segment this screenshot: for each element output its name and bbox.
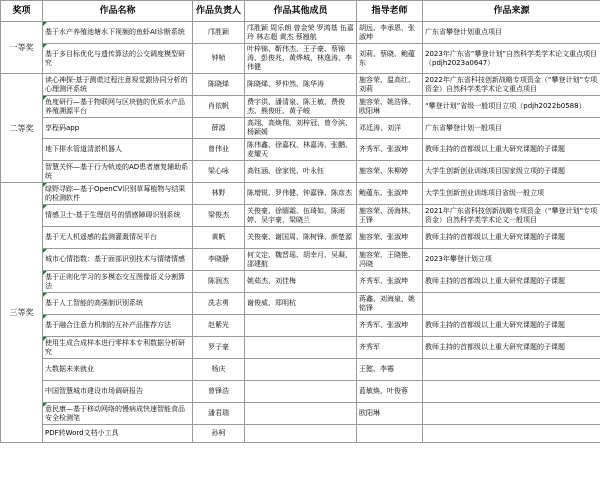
project-name-cell[interactable]: 意民康—基于移动网络的慢病成快速智能食品安全检测笔 xyxy=(43,403,193,425)
project-name-cell[interactable]: 基于人工智能的高强制识别系统 xyxy=(43,293,193,315)
table-row xyxy=(1,381,600,403)
members-cell[interactable]: 叶梓锦、靳伟杰、王子豪、蔡锦涛、彭俊兆、黄烨城、林逸涛、李伟健 xyxy=(245,44,357,74)
project-name-cell[interactable]: 基于无人机遥感的监测灌溉情况平台 xyxy=(43,227,193,249)
advisors-cell[interactable]: 刘莉、蔡晓、鲍蕴东 xyxy=(357,44,423,74)
source-cell[interactable]: 2022年广东省科技创新战略专项资金（“攀登计划”专项资金）自然科学类学术论文重点项目 xyxy=(423,74,600,96)
advisors-cell[interactable]: 齐秀军、张淑坤 xyxy=(357,139,423,161)
advisors-cell[interactable]: 施容荣、汤海林、王锋 xyxy=(357,205,423,227)
source-cell[interactable]: 广东省攀登计划一般项目 xyxy=(423,118,600,139)
award-cell-first[interactable]: 一等奖 xyxy=(1,22,43,74)
source-cell[interactable]: 教师主持的首都级以上重大研究课题的子课题 xyxy=(423,271,600,293)
award-cell-second[interactable]: 二等奖 xyxy=(1,74,43,183)
members-cell[interactable]: 关俊豪、徐缅霜、伍琦如、陈雨婷、吴宇豪、梁晓兰 xyxy=(245,205,357,227)
advisors-cell[interactable]: 王懿、李霉 xyxy=(357,359,423,381)
project-name-cell[interactable]: 读心神探-基于测谎过程注意视觉跟协同分析的心理测评系统 xyxy=(43,74,193,96)
leader-cell[interactable]: 罗子豪 xyxy=(193,337,245,359)
table-row xyxy=(1,118,600,139)
advisors-cell[interactable]: 施容荣、张淑坤 xyxy=(357,227,423,249)
advisors-cell[interactable]: 邓廷涛、刘洋 xyxy=(357,118,423,139)
table-row xyxy=(1,337,600,359)
advisors-cell[interactable]: 蓝敏焕、叶俊蓉 xyxy=(357,381,423,403)
source-cell[interactable] xyxy=(423,425,600,443)
leader-cell[interactable]: 薛源 xyxy=(193,118,245,139)
source-cell[interactable] xyxy=(423,381,600,403)
members-cell[interactable]: 费宇洪、潘清泉、陈王敏、费俊杰、熊俊旺、黄子峻 xyxy=(245,96,357,118)
source-cell[interactable] xyxy=(423,293,600,315)
source-cell[interactable]: 教师主持的首都级以上重大研究课题的子课题 xyxy=(423,315,600,337)
advisors-cell[interactable]: 施容荣、王晓艳、冯晓 xyxy=(357,249,423,271)
source-cell[interactable]: “攀登计划”省级一般项目立项（pdjh2022b0588） xyxy=(423,96,600,118)
project-name-cell[interactable]: 基于正则化学习的多模态交互图像语义分割算法 xyxy=(43,271,193,293)
project-name-cell[interactable]: 基于多目标优化与遗传算法的公交调度模型研究 xyxy=(43,44,193,74)
header-source[interactable]: 作品来源 xyxy=(423,1,600,22)
project-name-cell[interactable]: 使用生成合成样本进行零样本专利数据分析研究 xyxy=(43,337,193,359)
members-cell[interactable]: 邝胜颖 周乐朗 曾金荣 罗鸿基 伍嘉玲 林志超 黄杰 蔡翘航 xyxy=(245,22,357,44)
leader-cell[interactable]: 曾锋浩 xyxy=(193,381,245,403)
table-row xyxy=(1,74,600,96)
members-cell[interactable] xyxy=(245,337,357,359)
header-advisors[interactable]: 指导老师 xyxy=(357,1,423,22)
members-cell[interactable]: 何文定、魏晋瑶、胡幸月、吴凝、邵建航 xyxy=(245,249,357,271)
advisors-cell[interactable]: 齐秀军 xyxy=(357,337,423,359)
source-cell[interactable] xyxy=(423,403,600,425)
leader-cell[interactable]: 梁心咏 xyxy=(193,161,245,183)
source-cell[interactable]: 广东省攀登计划重点项目 xyxy=(423,22,600,44)
members-cell[interactable] xyxy=(245,381,357,403)
members-cell[interactable]: 陈增锐、罗伟健、钟嘉锋、陈彦杰 xyxy=(245,183,357,205)
members-cell[interactable]: 姚茹杰、刘佳梅 xyxy=(245,271,357,293)
project-name-cell[interactable]: 鱼度研行—基于物联网与区块链的优质水产品养殖溯源平台 xyxy=(43,96,193,118)
leader-cell[interactable]: 孙柯 xyxy=(193,425,245,443)
project-name-cell[interactable]: 城市心情指数：基于面部识别技术与情绪情感 xyxy=(43,249,193,271)
advisors-cell[interactable]: 欧阳琳 xyxy=(357,403,423,425)
source-cell[interactable]: 2023年广东省“攀登计划”自然科学类学术论文重点项目（pdjh2023a0647） xyxy=(423,44,600,74)
leader-cell[interactable]: 潘君瑞 xyxy=(193,403,245,425)
members-cell[interactable] xyxy=(245,359,357,381)
advisors-cell[interactable]: 齐秀军、张淑坤 xyxy=(357,271,423,293)
table-row xyxy=(1,139,600,161)
members-cell[interactable]: 谢俊威、郑明杭 xyxy=(245,293,357,315)
advisors-cell[interactable]: 齐秀军、张淑坤 xyxy=(357,315,423,337)
members-cell[interactable]: 高钰涵、徐家悦、叶永钰 xyxy=(245,161,357,183)
advisors-cell[interactable]: 施容荣、朱柳婷 xyxy=(357,161,423,183)
advisors-cell[interactable]: 施容荣、姚浩锋、欧阳琳 xyxy=(357,96,423,118)
leader-cell[interactable]: 李晓静 xyxy=(193,249,245,271)
advisors-cell[interactable]: 鲍蕴东、张淑坤 xyxy=(357,183,423,205)
leader-cell[interactable]: 曾伟业 xyxy=(193,139,245,161)
leader-cell[interactable]: 杨庆 xyxy=(193,359,245,381)
header-members[interactable]: 作品其他成员 xyxy=(245,1,357,22)
table-row xyxy=(1,96,600,118)
source-cell[interactable]: 大学生创新创业训练项目省级一般立项 xyxy=(423,183,600,205)
advisors-cell[interactable] xyxy=(357,425,423,443)
table-row xyxy=(1,403,600,425)
table-row xyxy=(1,183,600,205)
project-name-cell[interactable]: 中国智慧城市建设市场调研报告 xyxy=(43,381,193,403)
header-leader[interactable]: 作品负责人 xyxy=(193,1,245,22)
award-cell-third[interactable]: 三等奖 xyxy=(1,183,43,443)
project-name-cell[interactable]: 基于融合注意力机制的互补产品推荐方法 xyxy=(43,315,193,337)
members-cell[interactable]: 高翊、高焕翔、刘梓冠、曾令滨、杨颖媛 xyxy=(245,118,357,139)
leader-cell[interactable]: 梁俊杰 xyxy=(193,205,245,227)
source-cell[interactable]: 2021年广东省科技创新战略专项资金（“攀登计划”专项资金）自然科学类学术论文一般项目 xyxy=(423,205,600,227)
header-project-name[interactable]: 作品名称 xyxy=(43,1,193,22)
source-cell[interactable]: 教师主持的首都级以上重大研究课题的子课题 xyxy=(423,337,600,359)
source-cell[interactable]: 教师主持的首都级以上重大研究课题的子课题 xyxy=(423,227,600,249)
table-row xyxy=(1,315,600,337)
members-cell[interactable]: 陈晓烯、罗仲然、陈华涛 xyxy=(245,74,357,96)
project-name-cell[interactable]: 基于水产养殖池塘水下视频的鱼虾AI诊断系统 xyxy=(43,22,193,44)
table-row xyxy=(1,227,600,249)
members-cell[interactable] xyxy=(245,315,357,337)
members-cell[interactable] xyxy=(245,425,357,443)
project-name-cell[interactable]: 绿野寻踪—基于OpenCV识别草莓植物与结果的检测软件 xyxy=(43,183,193,205)
source-cell[interactable] xyxy=(423,359,600,381)
table-row xyxy=(1,205,600,227)
advisors-cell[interactable]: 胡远、李承恩、张淑坤 xyxy=(357,22,423,44)
table-row xyxy=(1,161,600,183)
leader-cell[interactable]: 赵紫光 xyxy=(193,315,245,337)
project-name-cell[interactable]: 智慧关怀—基于行为轨迹的AD患者康复辅助系统 xyxy=(43,161,193,183)
leader-cell[interactable]: 钟桢 xyxy=(193,44,245,74)
table-row xyxy=(1,44,600,74)
leader-cell[interactable]: 冼志勇 xyxy=(193,293,245,315)
project-name-cell[interactable]: 情感卫士-基于生理信号的情感障碍识别系统 xyxy=(43,205,193,227)
table-row xyxy=(1,22,600,44)
header-award[interactable]: 奖项 xyxy=(1,1,43,22)
project-name-cell[interactable]: 地下排水管道清淤机器人 xyxy=(43,139,193,161)
project-name-cell[interactable]: 享程码app xyxy=(43,118,193,139)
leader-cell[interactable]: 黄帆 xyxy=(193,227,245,249)
members-cell[interactable]: 关俊豪、谢国周、陈树锋、颜楚源 xyxy=(245,227,357,249)
leader-cell[interactable]: 邝胜颖 xyxy=(193,22,245,44)
table-row xyxy=(1,271,600,293)
project-name-cell[interactable]: PDF转Word文档小工具 xyxy=(43,425,193,443)
advisors-cell[interactable]: 施容荣、温高红、刘莉 xyxy=(357,74,423,96)
leader-cell[interactable]: 陈润杰 xyxy=(193,271,245,293)
source-cell[interactable]: 2023年攀登计划立项 xyxy=(423,249,600,271)
leader-cell[interactable]: 陈晓烯 xyxy=(193,74,245,96)
project-name-cell[interactable]: 大数据未来就业 xyxy=(43,359,193,381)
advisors-cell[interactable]: 蒋鑫、刘海泉、姚铭锋 xyxy=(357,293,423,315)
table-row xyxy=(1,359,600,381)
source-cell[interactable]: 大学生创新创业训练项目国家级立项的子课题 xyxy=(423,161,600,183)
leader-cell[interactable]: 林野 xyxy=(193,183,245,205)
members-cell[interactable] xyxy=(245,403,357,425)
leader-cell[interactable]: 肖依帆 xyxy=(193,96,245,118)
source-cell[interactable]: 教师主持的首都级以上重大研究课题的子课题 xyxy=(423,139,600,161)
header-row xyxy=(1,1,600,22)
table-row xyxy=(1,249,600,271)
table-row xyxy=(1,425,600,443)
members-cell[interactable]: 陈伟鑫、徐嘉权、林嘉涛、张鹏、麦耀天 xyxy=(245,139,357,161)
table-row xyxy=(1,293,600,315)
